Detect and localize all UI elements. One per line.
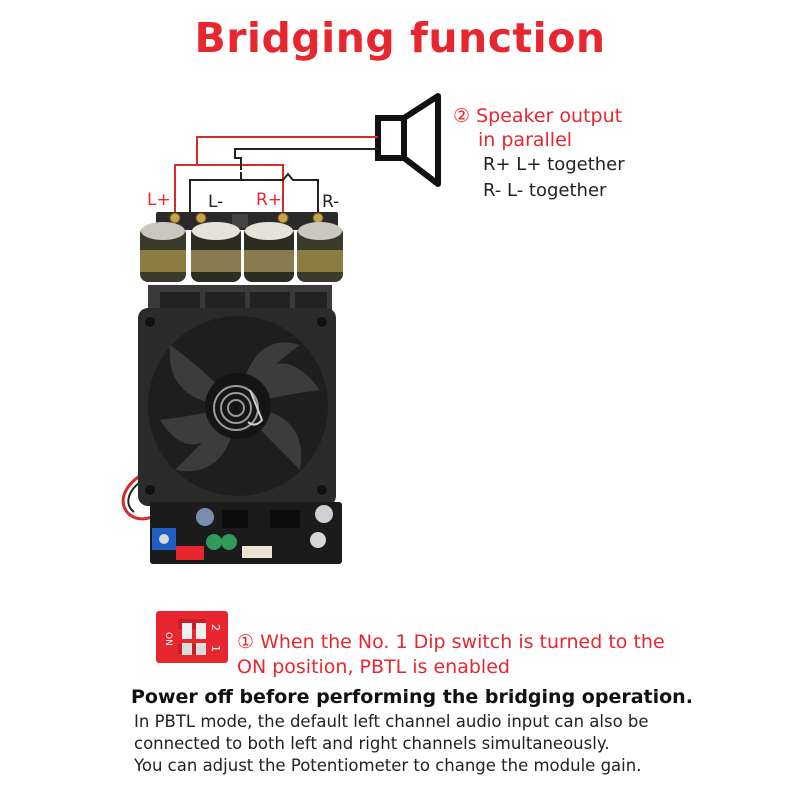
description-line-3: You can adjust the Potentiometer to change the module gain. [134, 756, 642, 775]
description-line-1: In PBTL mode, the default left channel audio input can also be [134, 712, 649, 731]
capacitors [140, 222, 343, 282]
terminal-l-plus: L+ [147, 190, 171, 210]
speaker-note-negative: R- L- together [483, 180, 607, 201]
terminal-l-minus: L- [208, 192, 224, 212]
page-title: Bridging function [194, 14, 606, 62]
dip-marker: ① [237, 631, 255, 653]
dip-number-2: 2 [209, 624, 222, 631]
dip-instruction: When the No. 1 Dip switch is turned to the [260, 631, 665, 653]
pcb-board [150, 502, 342, 564]
speaker-icon [378, 96, 438, 184]
warning-text: Power off before performing the bridging operation. [131, 686, 693, 708]
cooling-fan [138, 308, 336, 506]
speaker-callout-line2: in parallel [478, 129, 573, 151]
speaker-callout-line1 [453, 105, 622, 127]
speaker-marker: ② [453, 105, 471, 127]
speaker-output-label: Speaker output [476, 105, 623, 127]
dip-number-1: 1 [209, 645, 222, 652]
terminal-r-plus: R+ [256, 190, 283, 210]
terminal-r-minus: R- [322, 192, 340, 212]
dip-callout-line2: ON position, PBTL is enabled [237, 656, 510, 678]
dip-switch-onboard [176, 546, 204, 560]
dip-callout-line1 [237, 631, 665, 653]
speaker-note-positive: R+ L+ together [483, 154, 625, 175]
description-line-2: connected to both left and right channels simultaneously. [134, 734, 610, 753]
dip-on-label: ON [163, 632, 173, 646]
